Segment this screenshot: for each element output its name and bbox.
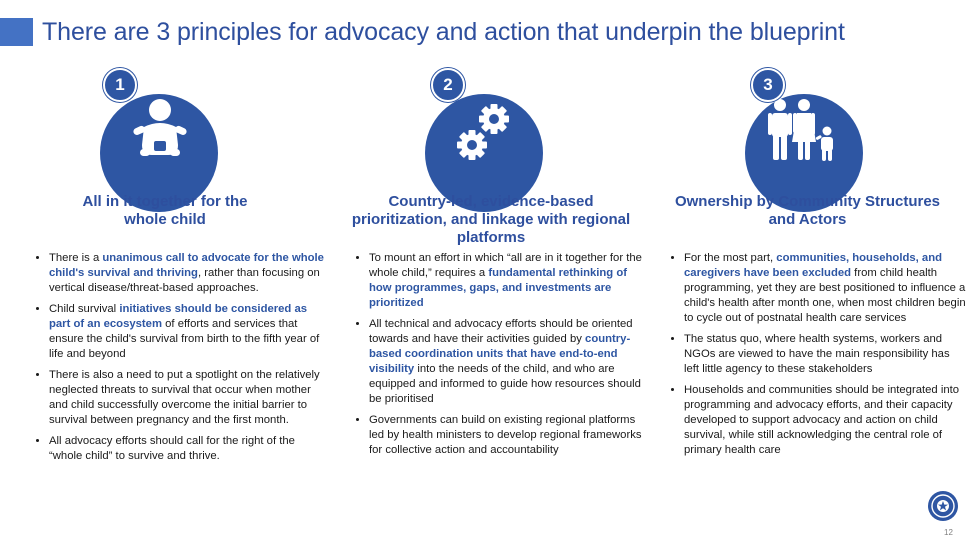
bullet-item [49,368,326,428]
title-accent-square [0,18,33,46]
organization-logo [927,490,959,522]
bullet-item [684,332,966,377]
bullet-item [49,434,326,464]
bullet-item [369,413,646,458]
principle-2-number-badge: 2 [431,68,465,102]
bullet-text: of efforts and services that ensure the child's survival from birth to the fifth year of life and beyond [49,318,320,360]
bullet-item [49,251,326,296]
highlighted-text: country-based coordination units that have end-to-end visibility [369,333,631,375]
family-icon [766,98,842,164]
bullet-text: into the needs of the child, and who are equipped and informed to guide how resources should be prioritised [369,363,641,405]
highlighted-text: unanimous call to advocate for the whole child's survival and thriving [49,252,324,279]
highlighted-text: communities, households, and caregivers have been excluded [684,252,943,279]
principle-1-number-badge: 1 [103,68,137,102]
bullet-item [684,251,966,326]
bullet-item [369,317,646,407]
bullet-item [684,383,966,458]
highlighted-text: fundamental rethinking of how programmes, gaps, and investments are prioritized [369,267,628,309]
bullet-text: All advocacy efforts should call for the right of the “whole child” to survive and thrive. [49,435,295,462]
baby-icon [130,97,190,165]
principle-1-heading: All in it together for the whole child [82,193,248,228]
bullet-item [49,302,326,362]
highlighted-text: initiatives should be considered as part of an ecosystem [49,303,308,330]
bullet-item [369,251,646,311]
principle-3-bullets [670,251,966,464]
principle-2-heading: Country-led, evidence-based prioritization, and linkage with regional platforms [351,193,631,246]
slide-title: There are 3 principles for advocacy and action that underpin the blueprint [42,18,845,46]
bullet-text: Governments can build on existing regional platforms led by health ministers to develop regional frameworks for collective action and accountability [369,414,642,456]
bullet-text: All technical and advocacy efforts should be oriented towards and have their activities guided by [369,318,633,345]
bullet-text: To mount an effort in which “all are in it together for the whole child,” requires a [369,252,642,279]
principle-3-number-badge: 3 [751,68,785,102]
bullet-text: , rather than focusing on vertical disease/threat-based approaches. [49,267,320,294]
bullet-text: For the most part, [684,252,777,264]
bullet-text: There is also a need to put a spotlight on the relatively neglected threats to survival that occur when mother and child successfully overcome the initial barrier to survival between pregnancy and the first month. [49,369,320,426]
bullet-text: from child health programming, yet they are best positioned to influence a child's health after month one, when most children begin to cycle out of postnatal health care services [684,267,966,324]
gears-icon [452,103,518,165]
bullet-text: There is a [49,252,103,264]
principle-3-heading: Ownership by Community Structures and Actors [674,193,941,228]
principle-2-bullets [355,251,646,464]
bullet-text: The status quo, where health systems, workers and NGOs are viewed to have the main responsibility has left little agency to these stakeholders [684,333,950,375]
bullet-text: Households and communities should be integrated into programming and advocacy efforts, and their capacity developed to support advocacy and action on child survival, while still acknowledging the central role of primary health care [684,384,960,456]
principle-1-bullets [35,251,326,470]
page-number: 12 [944,528,953,537]
bullet-text: Child survival [49,303,120,315]
